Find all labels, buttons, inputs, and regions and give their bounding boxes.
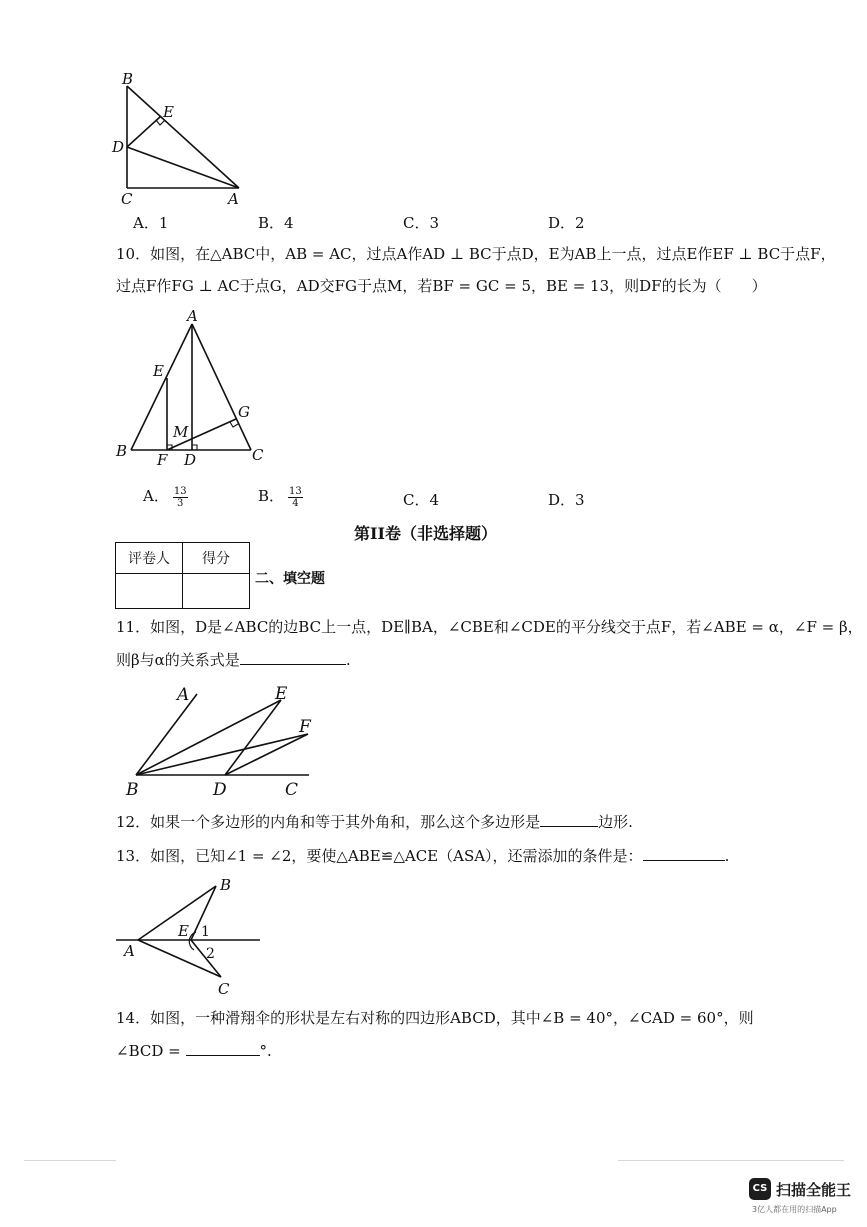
q10-option-d: D．3 bbox=[548, 491, 585, 509]
q11-label-c: C bbox=[285, 780, 299, 800]
watermark-tagline: 3亿人都在用的扫描App bbox=[752, 1205, 837, 1214]
q13-label-a: A bbox=[124, 942, 135, 960]
q13-label-angle2: 2 bbox=[206, 946, 215, 962]
q9-label-c: C bbox=[121, 190, 133, 208]
scanner-logo-icon: CS bbox=[749, 1178, 771, 1200]
q9-figure bbox=[108, 68, 258, 208]
q14-stem-line2: ∠BCD = °. bbox=[116, 1042, 272, 1060]
q11-answer-blank[interactable] bbox=[240, 650, 346, 665]
q11-label-e: E bbox=[275, 684, 288, 704]
score-table bbox=[115, 542, 250, 609]
score-table-header-grader: 评卷人 bbox=[116, 543, 183, 574]
section-title: 第II卷（非选择题） bbox=[354, 524, 497, 543]
score-table-cell-grader bbox=[116, 574, 183, 609]
q10-label-e: E bbox=[153, 362, 164, 380]
q9-option-c: C．3 bbox=[403, 214, 440, 232]
q10-label-f: F bbox=[157, 451, 168, 469]
q9-label-d: D bbox=[112, 138, 125, 156]
q10-option-a: A． $\frac{13}{3}$ bbox=[143, 485, 187, 509]
q10-label-a: A bbox=[187, 307, 198, 325]
q9-option-b: B．4 bbox=[258, 214, 294, 232]
q10-stem-line1: 10．如图，在△ABC中，AB = AC，过点A作AD ⊥ BC于点D，E为AB上一点，过点E作EF ⊥ BC于点F， bbox=[116, 245, 836, 263]
q10-figure bbox=[110, 306, 280, 471]
q10-label-c: C bbox=[252, 446, 264, 464]
q11-stem-line1: 11．如图，D是∠ABC的边BC上一点，DE∥BA，∠CBE和∠CDE的平分线交于点F，若∠ABE = α，∠F = β， bbox=[116, 618, 863, 636]
q11-figure bbox=[115, 680, 325, 805]
q9-option-d: D．2 bbox=[548, 214, 585, 232]
q9-option-a: A．1 bbox=[133, 214, 169, 232]
score-table-header-score: 得分 bbox=[183, 543, 250, 574]
part-title: 二、填空题 bbox=[255, 571, 325, 587]
q11-stem-line2: 则β与α的关系式是 . bbox=[116, 651, 351, 669]
footer-divider-right bbox=[618, 1160, 844, 1161]
q12-answer-blank[interactable] bbox=[540, 812, 598, 827]
q10-label-b: B bbox=[116, 442, 128, 460]
q10-stem-line2: 过点F作FG ⊥ AC于点G，AD交FG于点M，若BF = GC = 5，BE = 13，则DF的长为（ ） bbox=[116, 277, 767, 295]
q10-label-m: M bbox=[173, 423, 189, 441]
q9-label-b: B bbox=[122, 70, 134, 88]
q11-label-b: B bbox=[126, 780, 139, 800]
footer-divider-left bbox=[24, 1160, 116, 1161]
q13-label-angle1: 1 bbox=[201, 924, 210, 940]
q11-label-d: D bbox=[213, 780, 227, 800]
watermark-brand: 扫描全能王 bbox=[776, 1181, 852, 1199]
q9-label-a: A bbox=[228, 190, 239, 208]
score-table-cell-score bbox=[183, 574, 250, 609]
q11-label-f: F bbox=[299, 717, 311, 737]
q13-answer-blank[interactable] bbox=[643, 846, 725, 861]
q10-option-a-fraction: $\frac{13}{3}$ bbox=[173, 485, 187, 509]
q10-option-b-fraction: $\frac{13}{4}$ bbox=[289, 485, 302, 509]
q14-stem-line1: 14．如图，一种滑翔伞的形状是左右对称的四边形ABCD，其中∠B = 40°，∠CAD = 60°，则 bbox=[116, 1009, 754, 1027]
q10-option-b: B． $\frac{13}{4}$ bbox=[258, 485, 302, 509]
q13-stem: 13．如图，已知∠1 = ∠2，要使△ABE≌△ACE（ASA），还需添加的条件是： . bbox=[116, 847, 730, 865]
q13-label-b: B bbox=[220, 876, 232, 894]
q13-label-c: C bbox=[218, 980, 230, 998]
q11-label-a: A bbox=[177, 685, 190, 705]
q12-stem: 12．如果一个多边形的内角和等于其外角和，那么这个多边形是 边形. bbox=[116, 813, 633, 831]
q10-label-d: D bbox=[184, 451, 197, 469]
q14-answer-blank[interactable] bbox=[186, 1041, 260, 1056]
q13-figure bbox=[110, 872, 270, 1002]
q10-option-c: C．4 bbox=[403, 491, 440, 509]
q13-label-e: E bbox=[178, 922, 189, 940]
q9-label-e: E bbox=[163, 103, 174, 121]
q10-label-g: G bbox=[238, 403, 250, 421]
